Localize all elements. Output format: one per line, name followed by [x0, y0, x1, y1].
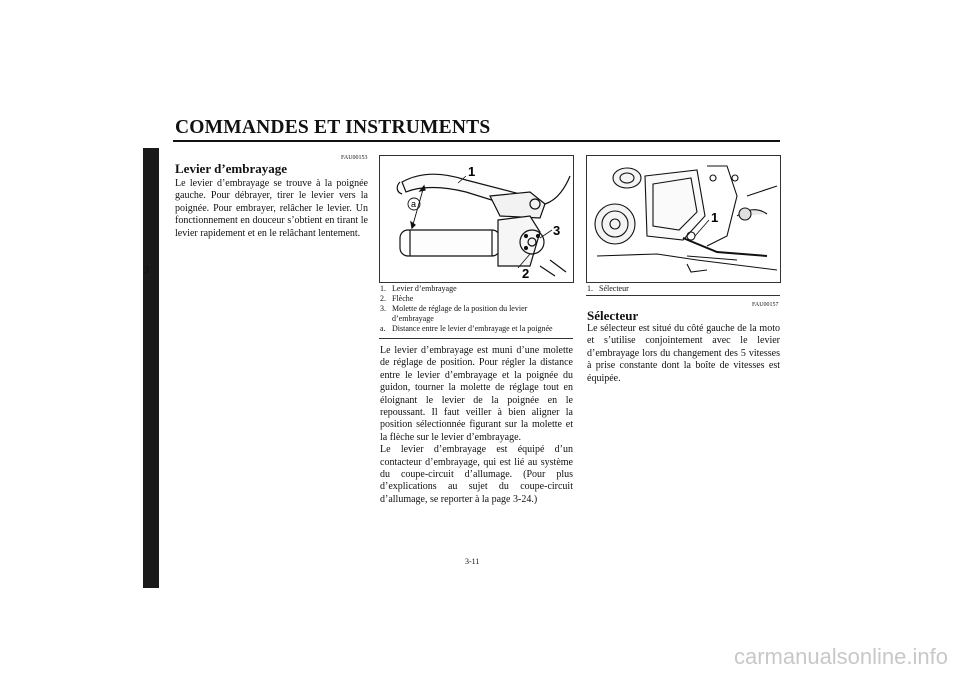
section-code: FAU00153	[341, 155, 368, 161]
caption-item: a. Distance entre le levier d’embrayage et la poignée	[380, 324, 553, 333]
caption-item: 3. Molette de réglage de la position du levier d’embrayage	[380, 304, 528, 323]
chapter-number: 3	[144, 265, 149, 276]
caption-rule	[586, 295, 780, 296]
page-number: 3-11	[465, 557, 480, 566]
selector-body-text: Le sélecteur est situé du côté gauche de la moto et s’utilise conjointement avec le levier d’embrayage lors du changement des 5 vitesses à prise constante dont la boîte de vitesses est équipée.	[587, 323, 780, 384]
caption-item: 1. Levier d’embrayage	[380, 284, 457, 293]
caption-item: 2. Flèche	[380, 294, 414, 303]
gear-selector-illustration	[587, 156, 780, 282]
figure-label-2: 2	[522, 266, 530, 281]
caption-rule	[379, 338, 573, 339]
clutch-lever-illustration	[380, 156, 573, 282]
figure-label-1: 1	[468, 164, 476, 179]
figure-label-3: 3	[553, 223, 561, 238]
header-rule	[173, 140, 780, 142]
selector-figure-captions	[587, 284, 780, 294]
section-title-clutch: Levier d’embrayage	[175, 161, 288, 176]
clutch-intro-text: Le levier d’embrayage se trouve à la poignée gauche. Pour débrayer, tirer le levier vers la poignée. Pour embrayer, relâcher le levier. Un fonctionnement en douceur s’obtient en tirant le levier rapidement et en le relâchant lentement.	[175, 178, 368, 239]
section-code: FAU00157	[752, 302, 779, 308]
figure-label-a: a	[411, 199, 417, 209]
gear-selector-figure	[586, 155, 781, 283]
chapter-tab	[143, 148, 159, 588]
page-header-title: COMMANDES ET INSTRUMENTS	[175, 117, 491, 138]
clutch-figure-captions	[380, 284, 573, 334]
section-title-selector: Sélecteur	[587, 308, 639, 323]
clutch-body-text	[380, 345, 573, 506]
caption-item: 1. Sélecteur	[587, 284, 629, 293]
clutch-paragraph: Le levier d’embrayage est équipé d’un contacteur d’embrayage, qui est lié au système du coupe-circuit d’allumage. (Pour plus d’explications au sujet du coupe-circuit d’allumage, se reporter à la page 3-24.)	[380, 444, 573, 505]
watermark: carmanualsonline.info	[733, 644, 948, 669]
clutch-paragraph: Le levier d’embrayage est muni d’une molette de réglage de position. Pour régler la distance entre le levier d’embrayage et la poignée du guidon, tourner la molette de réglage tout en éloignant le levier de la poignée en le repoussant. Il faut veiller à bien aligner la position sélectionnée figurant sur la molette et la flèche sur le levier d’embrayage.	[380, 345, 573, 443]
clutch-lever-figure	[379, 155, 574, 283]
figure-label-1: 1	[711, 210, 719, 225]
